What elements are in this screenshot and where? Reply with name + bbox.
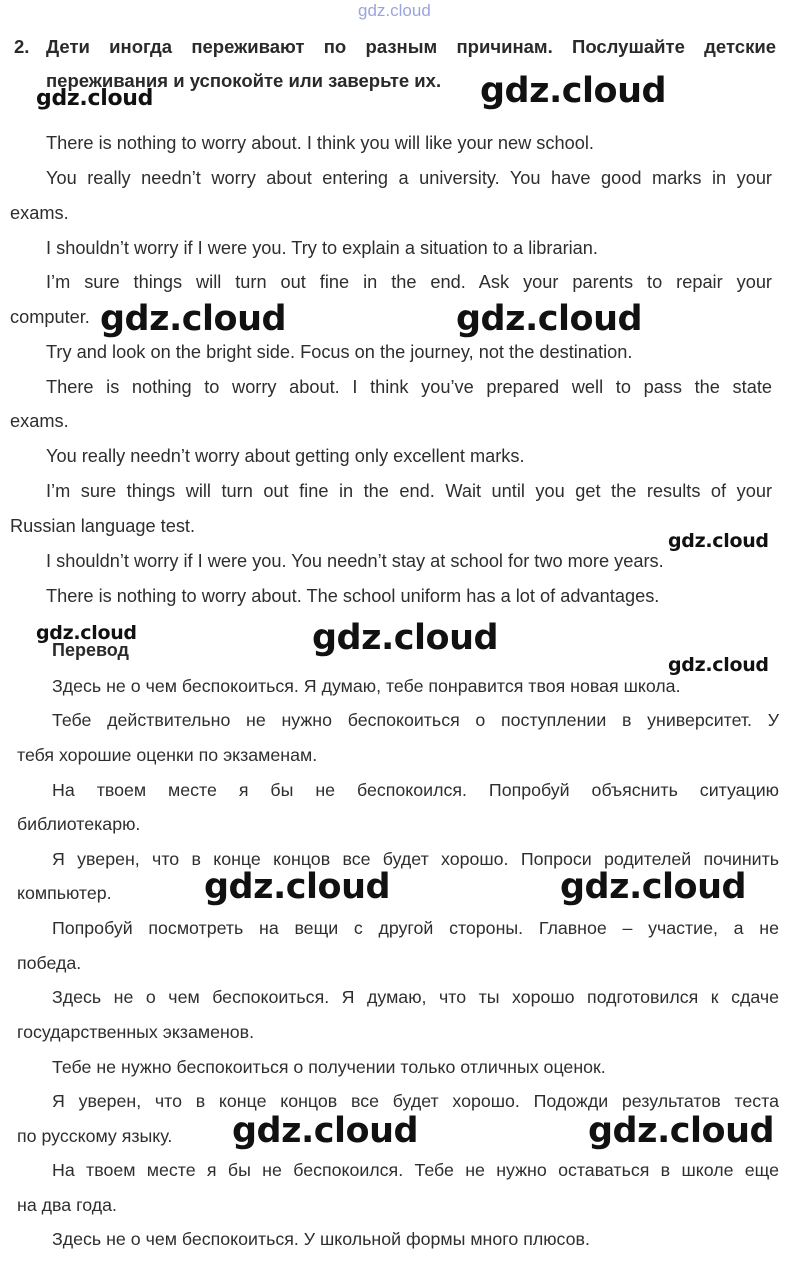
watermark: gdz.cloud <box>588 1111 775 1151</box>
watermark: gdz.cloud <box>456 299 643 339</box>
russian-line: на два года. <box>17 1195 117 1215</box>
russian-line: Здесь не о чем беспокоиться. Я думаю, тебе понравится твоя новая школа. <box>52 676 681 696</box>
russian-line: государственных экзаменов. <box>17 1022 255 1042</box>
english-line: I’m sure things will turn out fine in the end. Ask your parents to repair your <box>46 272 772 292</box>
russian-line: Я уверен, что в конце концов все будет хорошо. Подожди результатов теста <box>52 1091 779 1111</box>
russian-line: Здесь не о чем беспокоиться. Я думаю, что ты хорошо подготовился к сдаче <box>52 987 779 1007</box>
watermark: gdz.cloud <box>204 867 391 907</box>
russian-line: Попробуй посмотреть на вещи с другой стороны. Главное – участие, а не <box>52 918 779 938</box>
russian-line: На твоем месте я бы не беспокоился. Тебе не нужно оставаться в школе еще <box>52 1160 779 1180</box>
russian-line: Тебе действительно не нужно беспокоиться о поступлении в университет. У <box>52 710 779 730</box>
english-line: computer. <box>10 307 90 327</box>
english-line: There is nothing to worry about. I think you’ve prepared well to pass the state <box>46 377 772 397</box>
english-line: Russian language test. <box>10 516 196 536</box>
english-line: I shouldn’t worry if I were you. Try to explain a situation to a librarian. <box>46 238 598 258</box>
english-line: You really needn’t worry about entering a university. You have good marks in your <box>46 168 772 188</box>
russian-line: Я уверен, что в конце концов все будет хорошо. Попроси родителей починить <box>52 849 779 869</box>
watermark: gdz.cloud <box>312 618 499 658</box>
english-line: I shouldn’t worry if I were you. You needn’t stay at school for two more years. <box>46 551 664 571</box>
watermark: gdz.cloud <box>668 654 769 676</box>
watermark-top: gdz.cloud <box>358 1 431 20</box>
watermark: gdz.cloud <box>100 299 287 339</box>
task-number: 2. <box>14 36 30 57</box>
russian-line: Здесь не о чем беспокоиться. У школьной формы много плюсов. <box>52 1229 590 1249</box>
task-title: Дети иногда переживают по разным причинам. Послушайте детские переживания и успокойте или заверьте их. <box>46 36 776 91</box>
watermark: gdz.cloud <box>560 867 747 907</box>
russian-line: компьютер. <box>17 883 112 903</box>
russian-line: Тебе не нужно беспокоиться о получении только отличных оценок. <box>52 1057 606 1077</box>
watermark: gdz.cloud <box>36 86 154 111</box>
english-line: Try and look on the bright side. Focus on the journey, not the destination. <box>46 342 633 362</box>
watermark: gdz.cloud <box>668 530 769 552</box>
english-line: There is nothing to worry about. The school uniform has a lot of advantages. <box>46 586 660 606</box>
english-line: exams. <box>10 411 69 431</box>
translation-heading: Перевод <box>52 640 129 660</box>
english-line: I’m sure things will turn out fine in the end. Wait until you get the results of your <box>46 481 772 501</box>
russian-line: тебя хорошие оценки по экзаменам. <box>17 745 318 765</box>
english-line: You really needn’t worry about getting only excellent marks. <box>46 446 525 466</box>
english-line: There is nothing to worry about. I think you will like your new school. <box>46 133 594 153</box>
watermark: gdz.cloud <box>232 1111 419 1151</box>
russian-line: На твоем месте я бы не беспокоился. Попробуй объяснить ситуацию <box>52 780 779 800</box>
russian-line: победа. <box>17 953 82 973</box>
watermark: gdz.cloud <box>36 622 137 644</box>
watermark: gdz.cloud <box>480 71 667 111</box>
english-line: exams. <box>10 203 69 223</box>
russian-line: библиотекарю. <box>17 814 141 834</box>
russian-line: по русскому языку. <box>17 1126 173 1146</box>
